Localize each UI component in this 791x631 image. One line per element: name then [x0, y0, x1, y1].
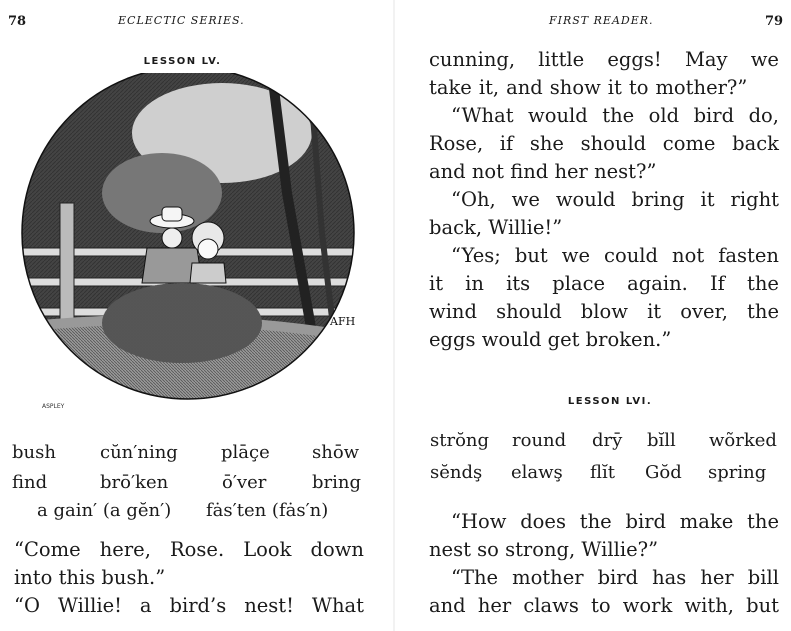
page-number-right: 79: [765, 14, 784, 29]
text-line: “Yes; but we could not fasten: [451, 244, 779, 267]
vocab-word: elawş: [511, 462, 563, 483]
vocab-word: round: [512, 430, 567, 451]
vocab-word: flĭt: [590, 462, 615, 483]
text-line: take it, and show it to mother?”: [429, 76, 748, 99]
text-line: eggs would get broken.”: [429, 328, 672, 351]
text-line: and her claws to work with, but: [429, 594, 779, 617]
text-line: and not find her nest?”: [429, 160, 657, 183]
lesson-lvi-text: [429, 508, 779, 620]
text-line: it in its place again. If the: [429, 272, 779, 295]
page-number-left: 78: [8, 14, 27, 29]
text-line: “O Willie! a bird’s nest! What: [14, 594, 364, 617]
left-page: [0, 0, 395, 631]
vocab-word: ō′ver: [222, 472, 267, 493]
vocab-word: shōw: [312, 442, 360, 463]
illustration-monogram: AFH: [330, 315, 356, 328]
text-line: “What would the old bird do,: [451, 104, 779, 127]
text-line: “Oh, we would bring it right: [451, 188, 779, 211]
vocab-word: bring: [312, 472, 361, 493]
illustration-signature: ASPLEY: [42, 403, 65, 410]
vocab-word: drȳ: [592, 430, 623, 451]
running-head-right: FIRST READER.: [549, 14, 654, 27]
vocab-word: brō′ken: [100, 472, 169, 493]
vocab-word: plāçe: [221, 442, 270, 463]
lesson-lv-text: [14, 536, 364, 620]
vocab-word: cŭn′ning: [100, 442, 178, 463]
running-head-left: ECLECTIC SERIES.: [118, 14, 245, 27]
right-page: [395, 0, 791, 631]
vocab-word: bĭll: [647, 430, 676, 451]
text-line: into this bush.”: [14, 566, 166, 589]
vocab-word: wõrked: [709, 430, 777, 451]
vocab-word: spring: [708, 462, 767, 483]
vocab-word: sĕndş: [430, 462, 483, 483]
text-line: “Come here, Rose. Look down: [14, 538, 364, 561]
vocab-word: bush: [12, 442, 56, 463]
text-line: Rose, if she should come back: [429, 132, 779, 155]
vocab-word: strŏng: [430, 430, 490, 451]
vocab-word: find: [12, 472, 48, 493]
text-line: “How does the bird make the: [451, 510, 779, 533]
vocab-word: fȧs′ten (fȧs′n): [206, 500, 329, 521]
text-line: wind should blow it over, the: [429, 300, 779, 323]
text-line: “The mother bird has her bill: [451, 566, 779, 589]
lesson-title-lv: LESSON LV.: [143, 56, 222, 67]
vocab-word: a gain′ (a gĕn′): [37, 500, 172, 521]
text-line: back, Willie!”: [429, 216, 563, 239]
text-line: cunning, little eggs! May we: [429, 48, 779, 71]
text-line: nest so strong, Willie?”: [429, 538, 659, 561]
vocab-word: Gŏd: [645, 462, 682, 483]
lesson-title-lvi: LESSON LVI.: [567, 396, 653, 407]
